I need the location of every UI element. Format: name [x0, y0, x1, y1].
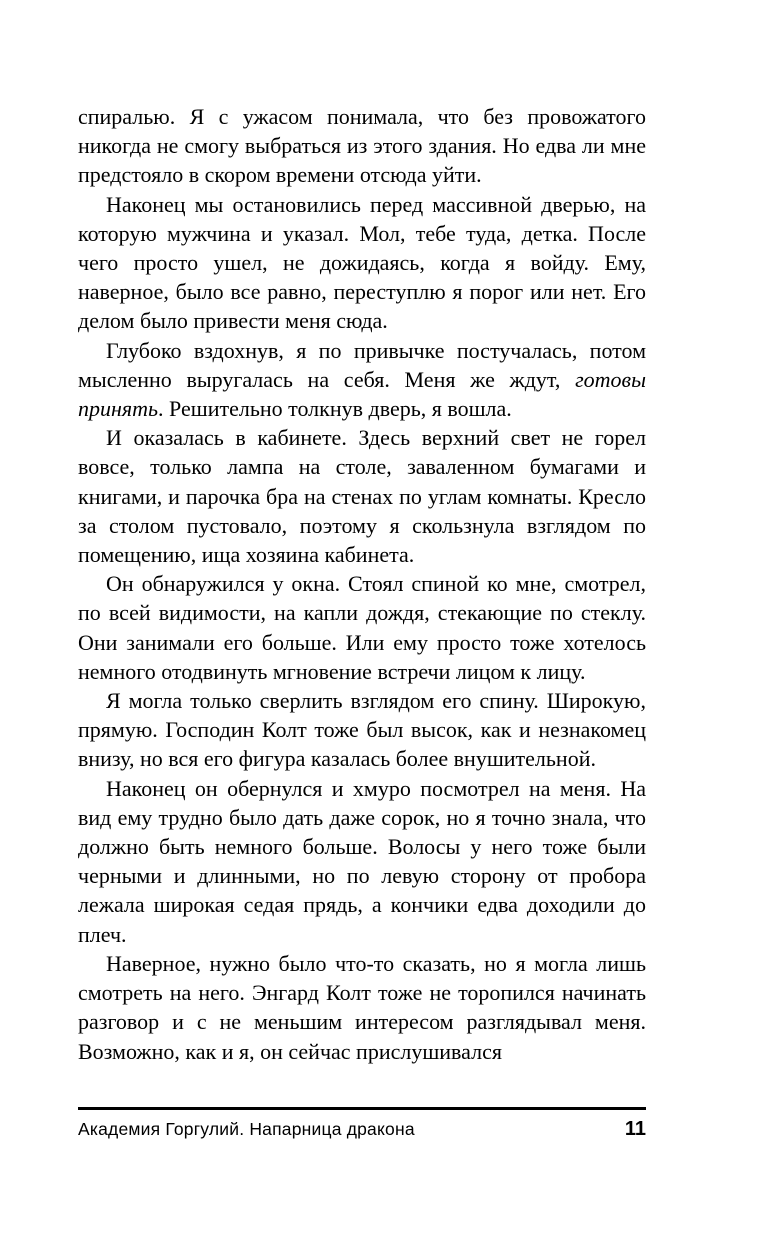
paragraph: Я могла только сверлить взглядом его спину. Широкую, прямую. Господин Колт тоже был высок, как и незнакомец внизу, но вся его фигура казалась более внушительной.: [78, 688, 646, 772]
paragraph: Наверное, нужно было что-то сказать, но я могла лишь смотреть на него. Энгард Колт тоже не торопился начинать разговор и с не меньшим интересом разглядывал меня. Возможно, как и я, он сейчас прислушивался: [78, 950, 646, 1064]
emphasis-italic: готовы принять: [78, 366, 646, 422]
paragraph: И оказалась в кабинете. Здесь верхний свет не горел вовсе, только лампа на столе, заваленном бумагами и книгами, и парочка бра на стенах по углам комнаты. Кресло за столом пустовало, поэтому я скользнула взглядом по помещению, ища хозяина кабинета.: [78, 425, 646, 568]
paragraph-text: Глубоко вздохнув, я по привычке постучалась, потом мысленно выругалась на себя. Меня же ждут,: [78, 337, 646, 392]
paragraph: спиралью. Я с ужасом понимала, что без провожатого никогда не смогу выбраться из этого здания. Но едва ли мне предстояло в скором времени отсюда уйти.: [78, 104, 646, 188]
paragraph-text: . Решительно толкнув дверь, я вошла.: [158, 396, 512, 422]
page-text: [78, 102, 646, 1066]
paragraph: Он обнаружился у окна. Стоял спиной ко мне, смотрел, по всей видимости, на капли дождя, стекающие по стеклу. Они занимали его больше. Или ему просто тоже хотелось немного отодвинуть мгновение встречи лицом к лицу.: [78, 571, 646, 684]
page-number: 11: [624, 1118, 646, 1140]
paragraph: Наконец он обернулся и хмуро посмотрел на меня. На вид ему трудно было дать даже сорок, но я точно знала, что должно быть немного больше. Волосы у него тоже были черными и длинными, но по левую сторону от пробора лежала широкая седая прядь, а кончики едва доходили до плеч.: [78, 775, 646, 947]
paragraph: [78, 336, 646, 424]
page-footer: [78, 1107, 646, 1141]
running-title: Академия Горгулий. Напарница дракона: [78, 1119, 415, 1139]
paragraph: Наконец мы остановились перед массивной дверью, на которую мужчина и указал. Мол, тебе туда, детка. После чего просто ушел, не дожидаясь, когда я войду. Ему, наверное, было все равно, переступлю я порог или нет. Его делом было привести меня сюда.: [78, 191, 646, 334]
footer-row: [78, 1110, 646, 1141]
